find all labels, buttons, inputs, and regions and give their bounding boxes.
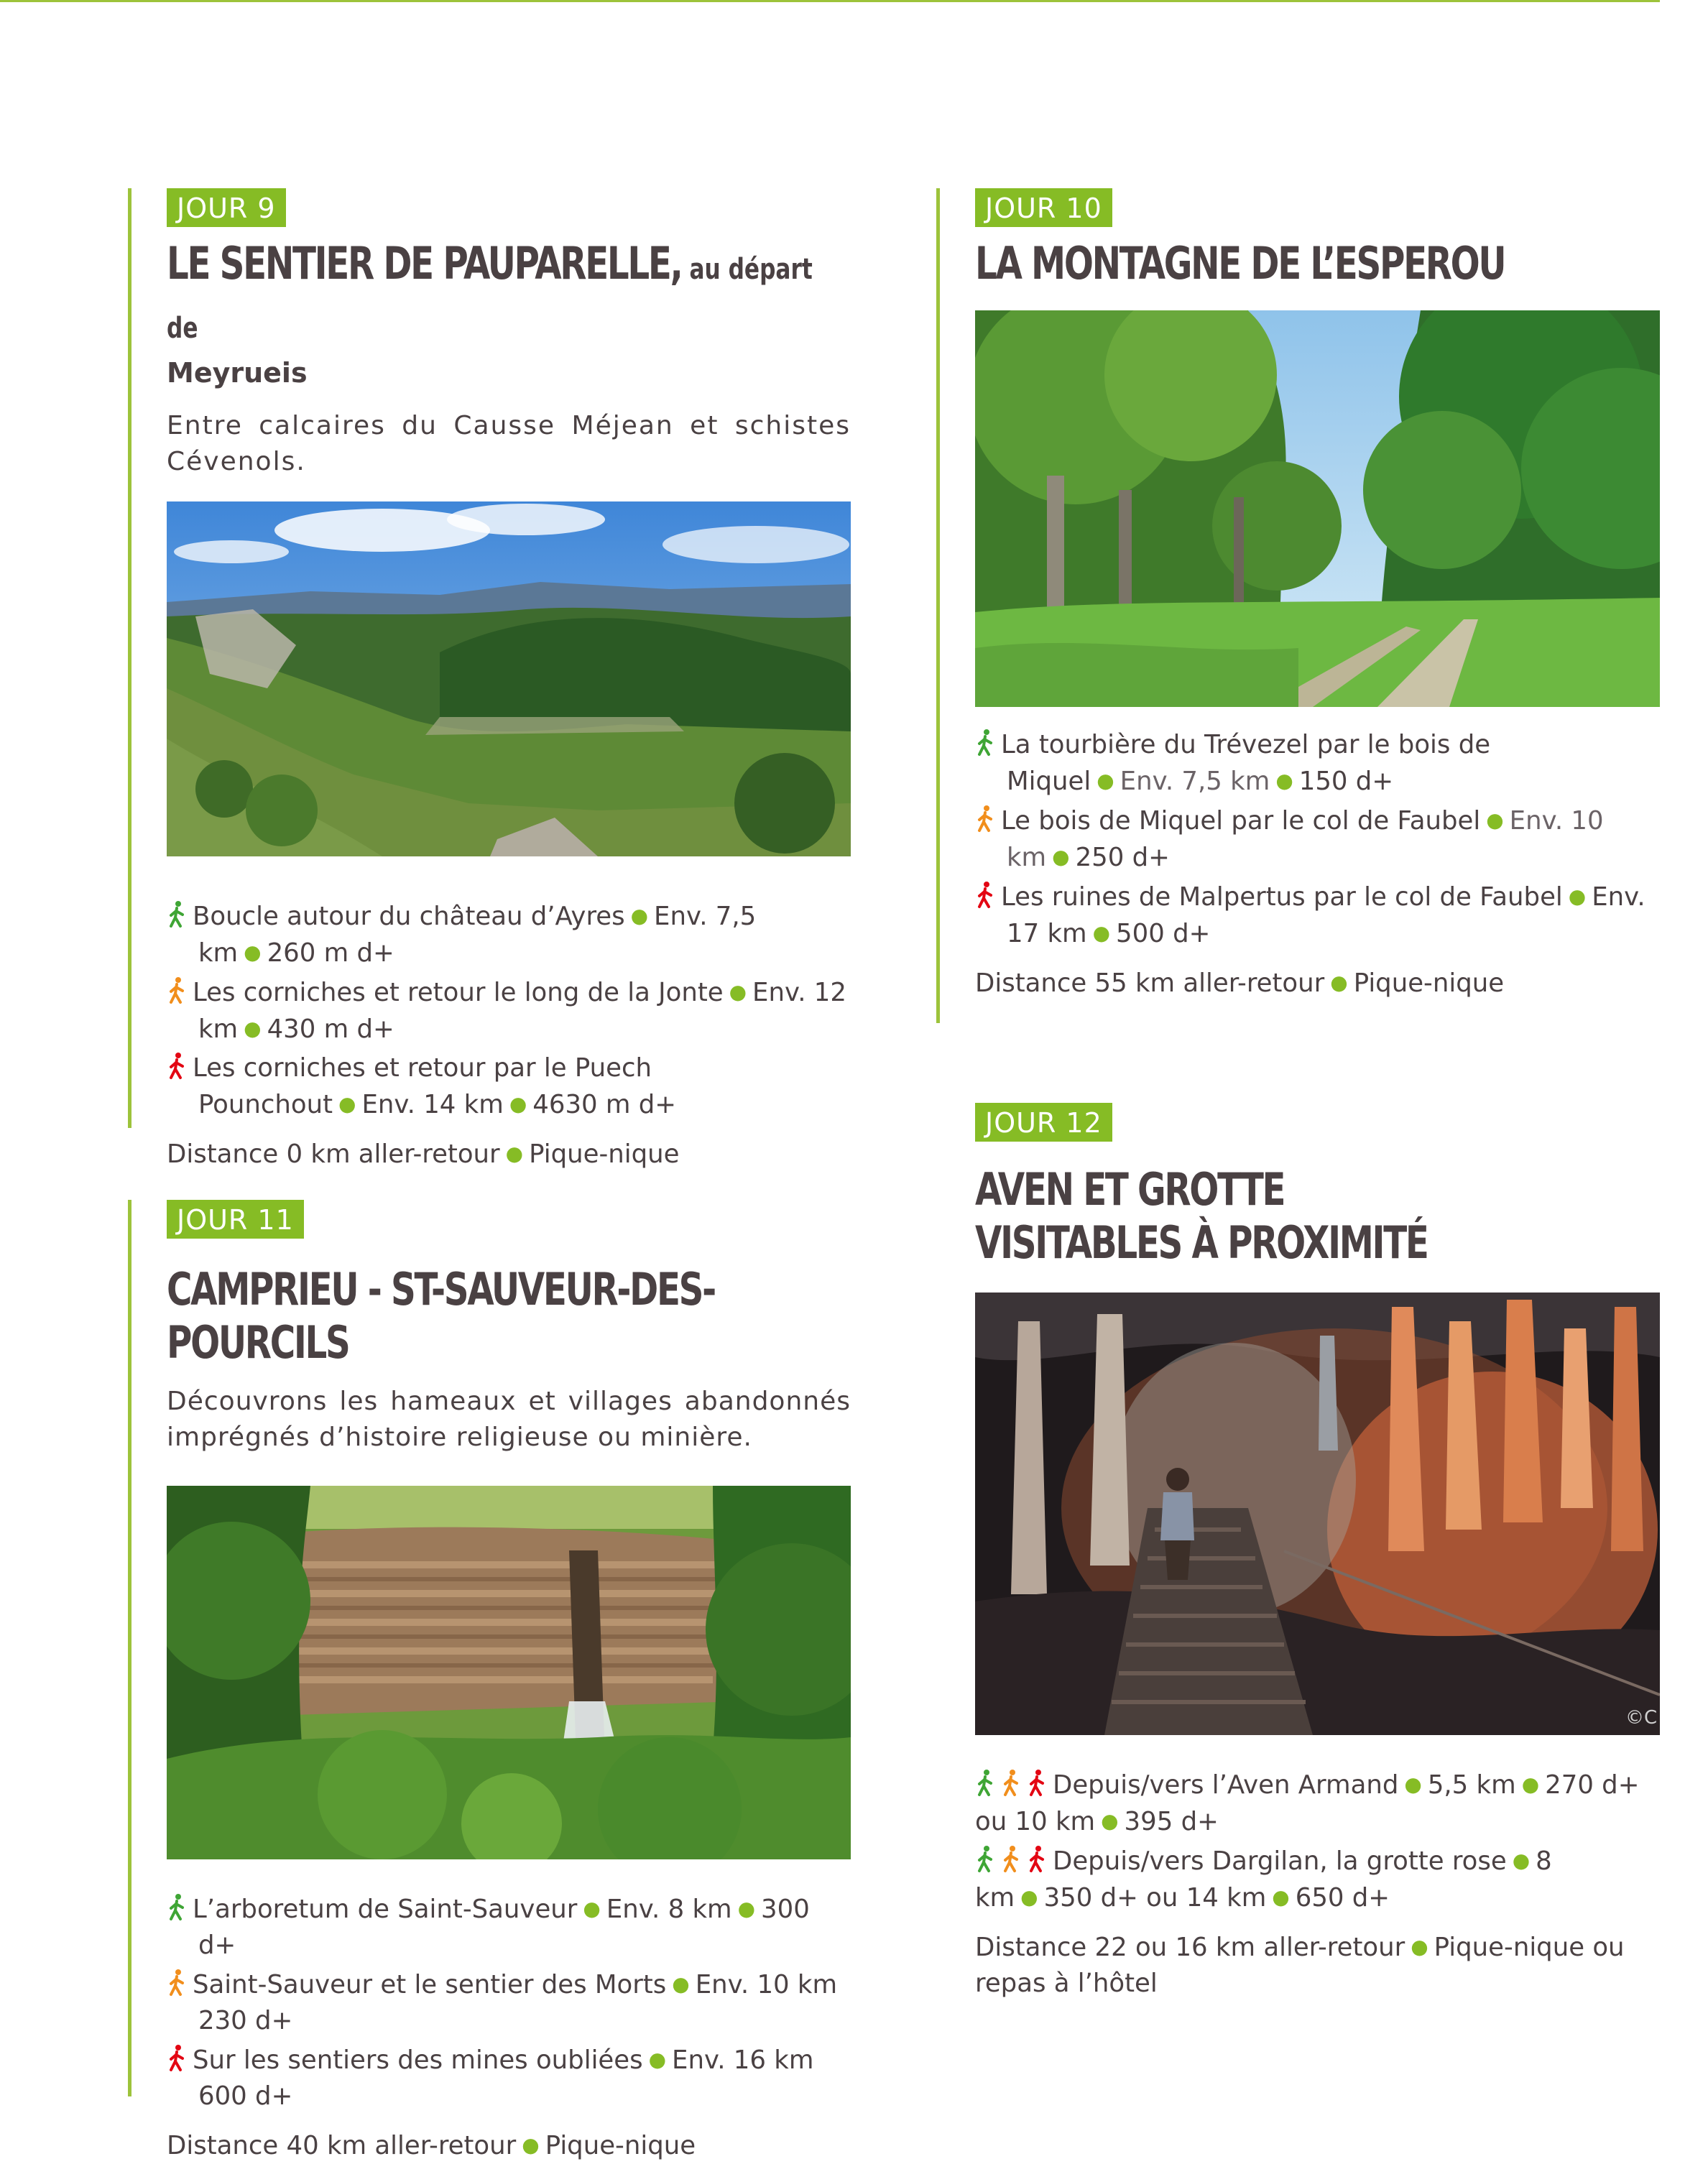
hiker-easy-icon <box>975 1769 997 1798</box>
mountain-valley-photo <box>167 501 851 856</box>
hiker-easy-icon <box>975 729 997 757</box>
section-accent-bar <box>128 188 131 1128</box>
hike-item: Les corniches et retour le long de la Jonte ● Env. 12 km ● 430 m d+ <box>167 974 851 1048</box>
day-10-section <box>936 188 1660 1023</box>
hiker-hard-icon <box>167 2044 188 2073</box>
hiker-medium-icon <box>1001 1769 1023 1798</box>
day-badge: JOUR 10 <box>975 188 1112 227</box>
hike-item: Sur les sentiers des mines oubliées ● Env. 16 km 600 d+ <box>167 2042 851 2114</box>
top-rule <box>0 0 1660 2</box>
hiker-medium-icon <box>975 805 997 833</box>
hike-item: Boucle autour du château d’Ayres ● Env. 7,5 km ● 260 m d+ <box>167 898 851 971</box>
day-badge: JOUR 11 <box>167 1200 304 1239</box>
hiker-easy-icon <box>167 1893 188 1922</box>
distance-line: Distance 0 km aller-retour ● Pique-nique <box>167 1139 680 1169</box>
day-subtitle: Meyrueis <box>167 357 308 389</box>
hiker-easy-icon <box>975 1845 997 1874</box>
day-9-section <box>128 188 851 1169</box>
hike-list <box>167 898 851 1123</box>
hiker-easy-icon <box>167 900 188 929</box>
distance-line: Distance 40 km aller-retour ● Pique-nique <box>167 2131 696 2160</box>
day-title: AVEN ET GROTTE VISITABLES À PROXIMITÉ <box>975 1163 1428 1269</box>
hike-item: Le bois de Miquel par le col de Faubel ● Env. 10 km ● 250 d+ <box>975 803 1660 876</box>
hiker-medium-icon <box>167 976 188 1005</box>
day-description: Entre calcaires du Causse Méjean et schistes Cévenols. <box>167 411 851 476</box>
distance-line: Distance 22 ou 16 km aller-retour ● Pique-nique ou repas à l’hôtel <box>975 1933 1625 1998</box>
hike-item: Les corniches et retour par le Puech Pounchout ● Env. 14 km ● 4630 m d+ <box>167 1050 851 1123</box>
hike-list <box>975 1767 1660 1916</box>
day-title: LE SENTIER DE PAUPARELLE, au départ de <box>167 237 813 345</box>
gorge-waterfall-photo <box>167 1486 851 1859</box>
svg-text:©C: ©C <box>1625 1707 1658 1729</box>
day-badge: JOUR 9 <box>167 188 286 227</box>
day-12-section <box>936 1103 1660 2037</box>
hike-item: La tourbière du Trévezel par le bois de Miquel ● Env. 7,5 km ● 150 d+ <box>975 727 1660 800</box>
day-badge: JOUR 12 <box>975 1103 1112 1142</box>
hike-item: Depuis/vers l’Aven Armand ● 5,5 km ● 270 d+ ou 10 km ● 395 d+ <box>975 1770 1640 1836</box>
hike-list <box>975 727 1660 952</box>
hike-list <box>167 1891 851 2114</box>
hiker-hard-icon <box>1027 1769 1048 1798</box>
day-title: CAMPRIEU - ST-SAUVEUR-DES-POURCILS <box>167 1263 715 1369</box>
forest-path-photo <box>975 310 1660 707</box>
hiker-hard-icon <box>1027 1845 1048 1874</box>
hike-item: Les ruines de Malpertus par le col de Faubel ● Env. 17 km ● 500 d+ <box>975 879 1660 952</box>
hike-item: L’arboretum de Saint-Sauveur ● Env. 8 km ● 300 d+ <box>167 1891 851 1964</box>
cave-stalagmites-photo <box>975 1293 1660 1735</box>
distance-line: Distance 55 km aller-retour ● Pique-nique <box>975 968 1505 998</box>
hike-item: Saint-Sauveur et le sentier des Morts ● Env. 10 km 230 d+ <box>167 1966 851 2039</box>
hiker-hard-icon <box>975 881 997 910</box>
day-title: LA MONTAGNE DE L’ESPEROU <box>975 237 1505 290</box>
section-accent-bar <box>128 1200 131 2096</box>
hiker-medium-icon <box>1001 1845 1023 1874</box>
hiker-hard-icon <box>167 1052 188 1081</box>
section-accent-bar <box>936 188 940 1023</box>
day-description: Découvrons les hameaux et villages abandonnés imprégnés d’histoire religieuse ou minière. <box>167 1387 851 1452</box>
hiker-medium-icon <box>167 1969 188 1997</box>
hike-item: Depuis/vers Dargilan, la grotte rose ● 8 km ● 350 d+ ou 14 km ● 650 d+ <box>975 1846 1552 1913</box>
day-11-section <box>128 1200 851 2160</box>
